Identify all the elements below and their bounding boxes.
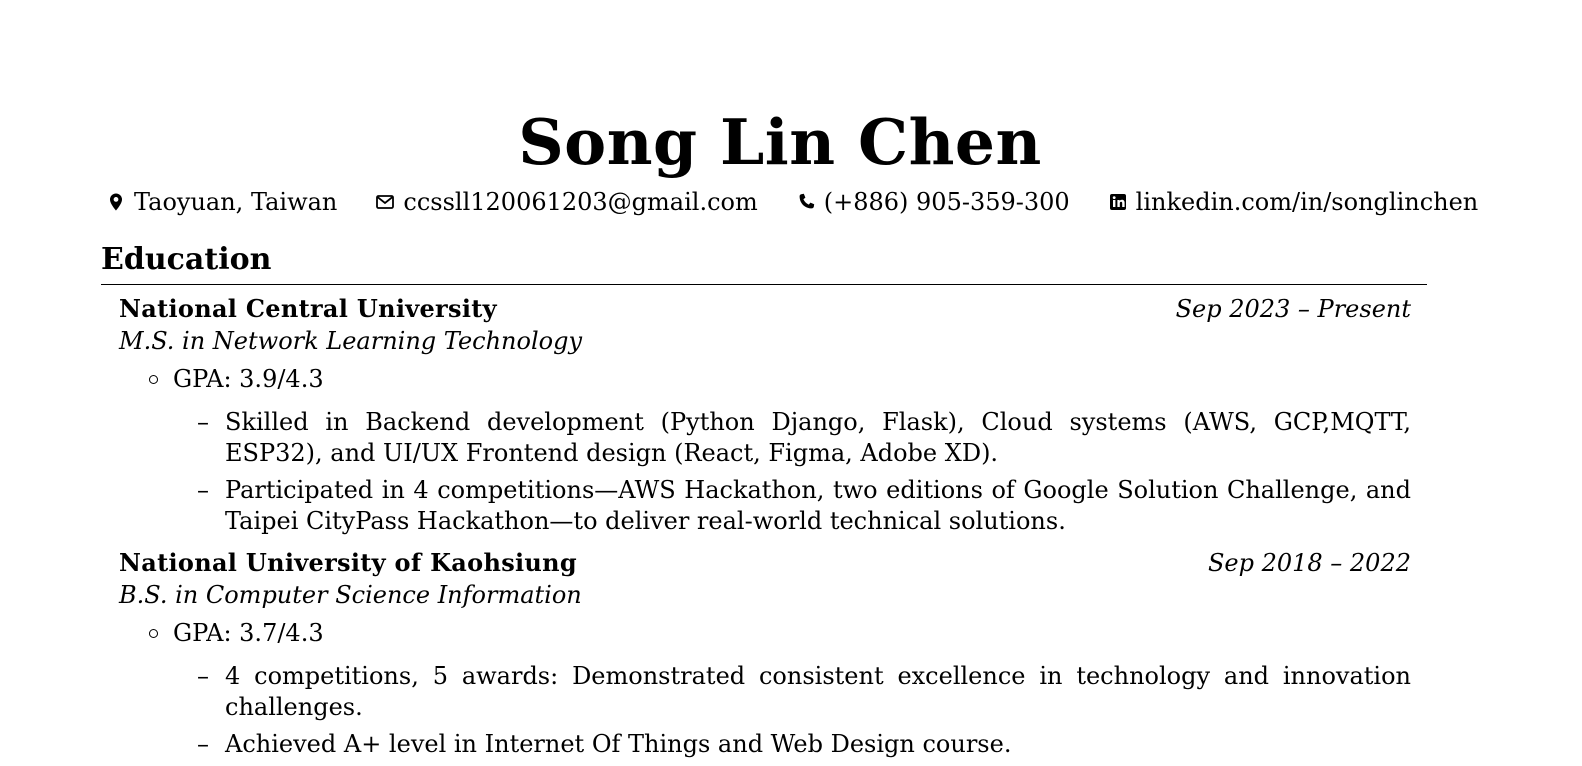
list-item (119, 661, 1411, 723)
gpa-text: GPA: 3.7/4.3 (173, 619, 324, 647)
dash-bullet-icon: – (197, 730, 209, 758)
location-text: Taoyuan, Taiwan (134, 188, 338, 216)
section-divider (101, 284, 1427, 285)
contact-location (106, 186, 337, 218)
degree-text: B.S. in Computer Science Information (119, 581, 582, 609)
dash-bullet-icon: – (197, 408, 209, 436)
list-item-text: Participated in 4 competitions—AWS Hackathon, two editions of Google Solution Challenge, and Taipei CityPass Hackathon—to deliver real-world technical solutions. (225, 476, 1411, 535)
contact-email[interactable] (375, 186, 757, 218)
gpa-item (149, 617, 1411, 649)
list-item-text: 4 competitions, 5 awards: Demonstrated consistent excellence in technology and innovation challenges. (225, 662, 1411, 721)
education-entry-ncu (119, 293, 1411, 543)
phone-icon (796, 192, 816, 212)
phone-text[interactable]: (+886) 905-359-300 (823, 188, 1070, 216)
institution-name: National University of Kaohsiung (119, 548, 578, 577)
section-title-education: Education (101, 242, 272, 277)
circle-bullet-icon (149, 629, 158, 638)
envelope-icon (375, 192, 395, 212)
map-pin-icon (106, 192, 126, 212)
resume-name: Song Lin Chen (518, 105, 1042, 179)
gpa-item (149, 363, 1411, 395)
linkedin-text[interactable]: linkedin.com/in/songlinchen (1135, 188, 1479, 216)
list-item-text: Skilled in Backend development (Python Django, Flask), Cloud systems (AWS, GCP,MQTT, ESP32), and UI/UX Frontend design (React, Figma, Adobe XD). (225, 408, 1411, 467)
contact-linkedin[interactable] (1108, 186, 1479, 218)
list-item-text: Achieved A+ level in Internet Of Things and Web Design course. (225, 730, 1012, 758)
entry-dates: Sep 2023 – Present (1175, 295, 1411, 323)
list-item (119, 729, 1411, 760)
contact-bar (106, 186, 1479, 218)
education-entry-nuk (119, 547, 1411, 766)
dash-bullet-icon: – (197, 476, 209, 504)
entry-header (119, 547, 1411, 579)
list-item (119, 475, 1411, 537)
institution-name: National Central University (119, 294, 497, 323)
list-item (119, 407, 1411, 469)
entry-dates: Sep 2018 – 2022 (1207, 549, 1411, 577)
linkedin-icon (1108, 192, 1128, 212)
detail-list (119, 407, 1411, 537)
detail-list (119, 661, 1411, 760)
email-text[interactable]: ccssll120061203@gmail.com (403, 188, 758, 216)
dash-bullet-icon: – (197, 662, 209, 690)
entry-header (119, 293, 1411, 325)
gpa-text: GPA: 3.9/4.3 (173, 365, 324, 393)
degree-text: M.S. in Network Learning Technology (119, 327, 582, 355)
circle-bullet-icon (149, 375, 158, 384)
contact-phone[interactable] (796, 186, 1070, 218)
